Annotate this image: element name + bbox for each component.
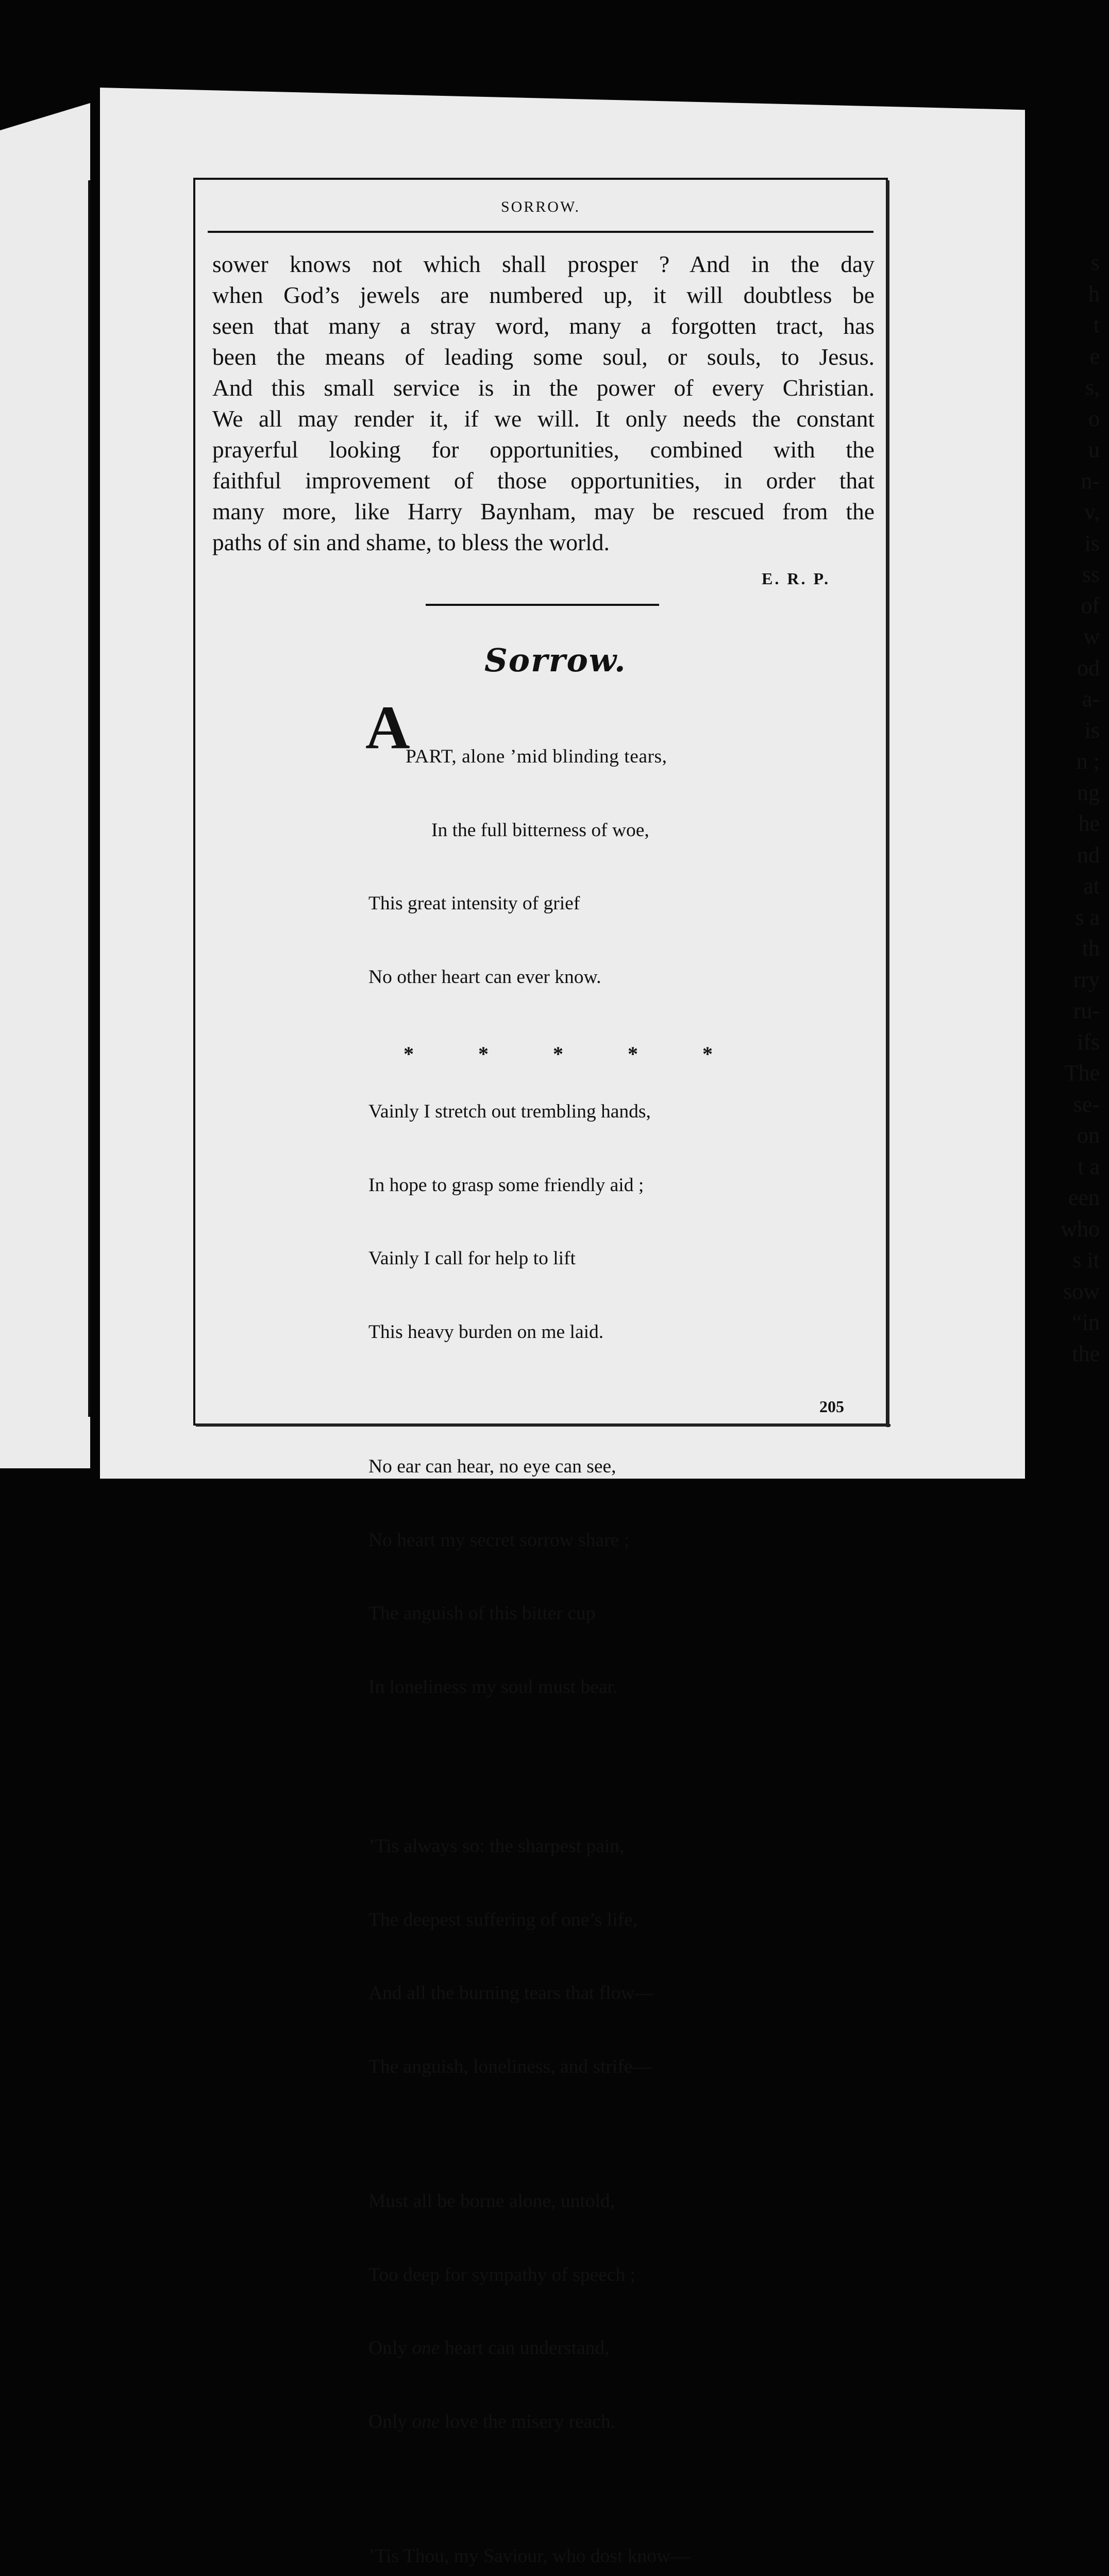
prose-line: sower knows not which shall prosper ? And in the day <box>212 251 875 277</box>
left-page-text-fragments <box>1022 247 1100 1369</box>
prose-paragraph <box>212 249 875 558</box>
left-page-fragment: a- <box>1082 686 1100 711</box>
left-page-fragment: s it <box>1072 1247 1100 1273</box>
poem-line: In the full bitterness of woe, <box>431 819 649 841</box>
poem-line: In hope to grasp some friendly aid ; <box>368 1174 644 1196</box>
left-page-fragment: the <box>1072 1341 1100 1366</box>
prose-line: when God’s jewels are numbered up, it will doubtless be <box>212 282 875 308</box>
left-page-edge <box>0 103 90 1468</box>
page-number: 205 <box>819 1397 844 1416</box>
separator-star: * <box>702 1042 713 1065</box>
prose-line: paths of sin and shame, to bless the world. <box>212 529 610 555</box>
prose-line: been the means of leading some soul, or souls, to Jesus. <box>212 344 875 370</box>
left-page-fragment: s a <box>1075 904 1100 930</box>
poem-line: No heart my secret sorrow share ; <box>368 1529 630 1551</box>
left-page-fragment: se- <box>1073 1091 1100 1117</box>
left-page-fragment: is <box>1084 717 1100 743</box>
left-page-fragment: od <box>1077 655 1100 681</box>
left-page-fragment: w <box>1083 624 1100 649</box>
left-page-fragment: s, <box>1085 375 1100 400</box>
running-head: SORROW. <box>500 198 581 215</box>
prose-line: seen that many a stray word, many a forgotten tract, has <box>212 313 875 339</box>
left-page-fragment: nd <box>1077 842 1100 868</box>
header-rule <box>208 231 873 233</box>
section-divider <box>426 604 659 606</box>
poem-line: This great intensity of grief <box>368 893 580 914</box>
poem-line: This heavy burden on me laid. <box>368 1321 604 1343</box>
author-initials: E. R. P. <box>762 569 831 588</box>
separator-star: * <box>553 1042 563 1065</box>
left-page-frame-rule <box>5 180 90 1417</box>
poem-line: The anguish of this bitter cup <box>368 1603 596 1624</box>
poem-line: In loneliness my soul must bear. <box>368 1676 618 1698</box>
left-page-fragment: v, <box>1084 499 1100 524</box>
stanza-separator <box>404 1042 777 1066</box>
prose-line: We all may render it, if we will. It only needs the constant <box>212 405 875 432</box>
poem-line: Too deep for sympathy of speech ; <box>368 2264 636 2285</box>
poem-line: Vainly I stretch out trembling hands, <box>368 1101 651 1122</box>
poem-line: And all the burning tears that flow— <box>368 1982 654 2004</box>
poem-line: The anguish, loneliness, and strife— <box>368 2056 652 2077</box>
left-page-fragment: rry <box>1073 967 1100 992</box>
left-page-fragment: h <box>1088 281 1100 307</box>
left-page-fragment: t a <box>1078 1154 1100 1179</box>
left-page-fragment: th <box>1082 936 1100 961</box>
poem-line-text: Only one heart can understand, <box>368 2337 610 2359</box>
poem-title: Sorrow. <box>484 641 627 679</box>
separator-star: * <box>478 1042 489 1065</box>
separator-star: * <box>404 1042 414 1065</box>
left-page-fragment: who <box>1061 1216 1100 1242</box>
left-page-fragment: n- <box>1081 468 1100 494</box>
poem-line: ’Tis always so: the sharpest pain, <box>368 1836 625 1857</box>
left-page-fragment: The <box>1064 1060 1100 1086</box>
left-page-fragment: n ; <box>1076 749 1100 774</box>
poem-line: No other heart can ever know. <box>368 966 601 988</box>
left-page-fragment: ng <box>1077 779 1100 805</box>
prose-line: And this small service is in the power of every Christian. <box>212 375 875 401</box>
poem-body <box>368 696 690 2576</box>
poem-line: Vainly I call for help to lift <box>368 1248 576 1269</box>
poem-line-text: Only one love the misery reach. <box>368 2411 616 2432</box>
left-page-fragment: at <box>1083 873 1100 899</box>
left-page-fragment: ru- <box>1073 998 1100 1023</box>
left-page-fragment: ss <box>1082 562 1100 587</box>
poem-line: The deepest suffering of one’s life, <box>368 1909 638 1930</box>
left-page-fragment: t <box>1093 312 1100 337</box>
left-page-fragment: e <box>1089 343 1100 369</box>
left-page-fragment: he <box>1078 811 1100 836</box>
left-page-fragment: of <box>1081 592 1100 618</box>
left-page-fragment: “in <box>1072 1310 1100 1335</box>
drop-cap: A <box>365 693 410 761</box>
frame-rule-right <box>886 180 889 1427</box>
poem-line: ’Tis Thou, my Saviour, who dost know— <box>368 2546 690 2567</box>
left-page-fragment: een <box>1068 1185 1100 1210</box>
left-page-fragment: s <box>1090 250 1100 275</box>
prose-line: prayerful looking for opportunities, combined with the <box>212 436 875 463</box>
poem-line: No ear can hear, no eye can see, <box>368 1456 616 1477</box>
left-page-fragment: sow <box>1063 1278 1100 1304</box>
prose-line: many more, like Harry Baynham, may be rescued from the <box>212 498 875 524</box>
left-page-fragment: o <box>1088 405 1100 431</box>
left-page-fragment: on <box>1077 1123 1100 1148</box>
poem-line: PART, alone ’mid blinding tears, <box>406 746 667 767</box>
poem-line <box>368 2336 690 2361</box>
left-page-fragment: ifs <box>1077 1029 1100 1055</box>
poem-line <box>368 2410 690 2434</box>
left-page-fragment: u <box>1088 437 1100 462</box>
separator-star: * <box>628 1042 638 1065</box>
left-page-fragment: is <box>1084 530 1100 556</box>
prose-line: faithful improvement of those opportunities, in order that <box>212 467 875 494</box>
poem-line: Must all be borne alone, untold, <box>368 2191 615 2212</box>
